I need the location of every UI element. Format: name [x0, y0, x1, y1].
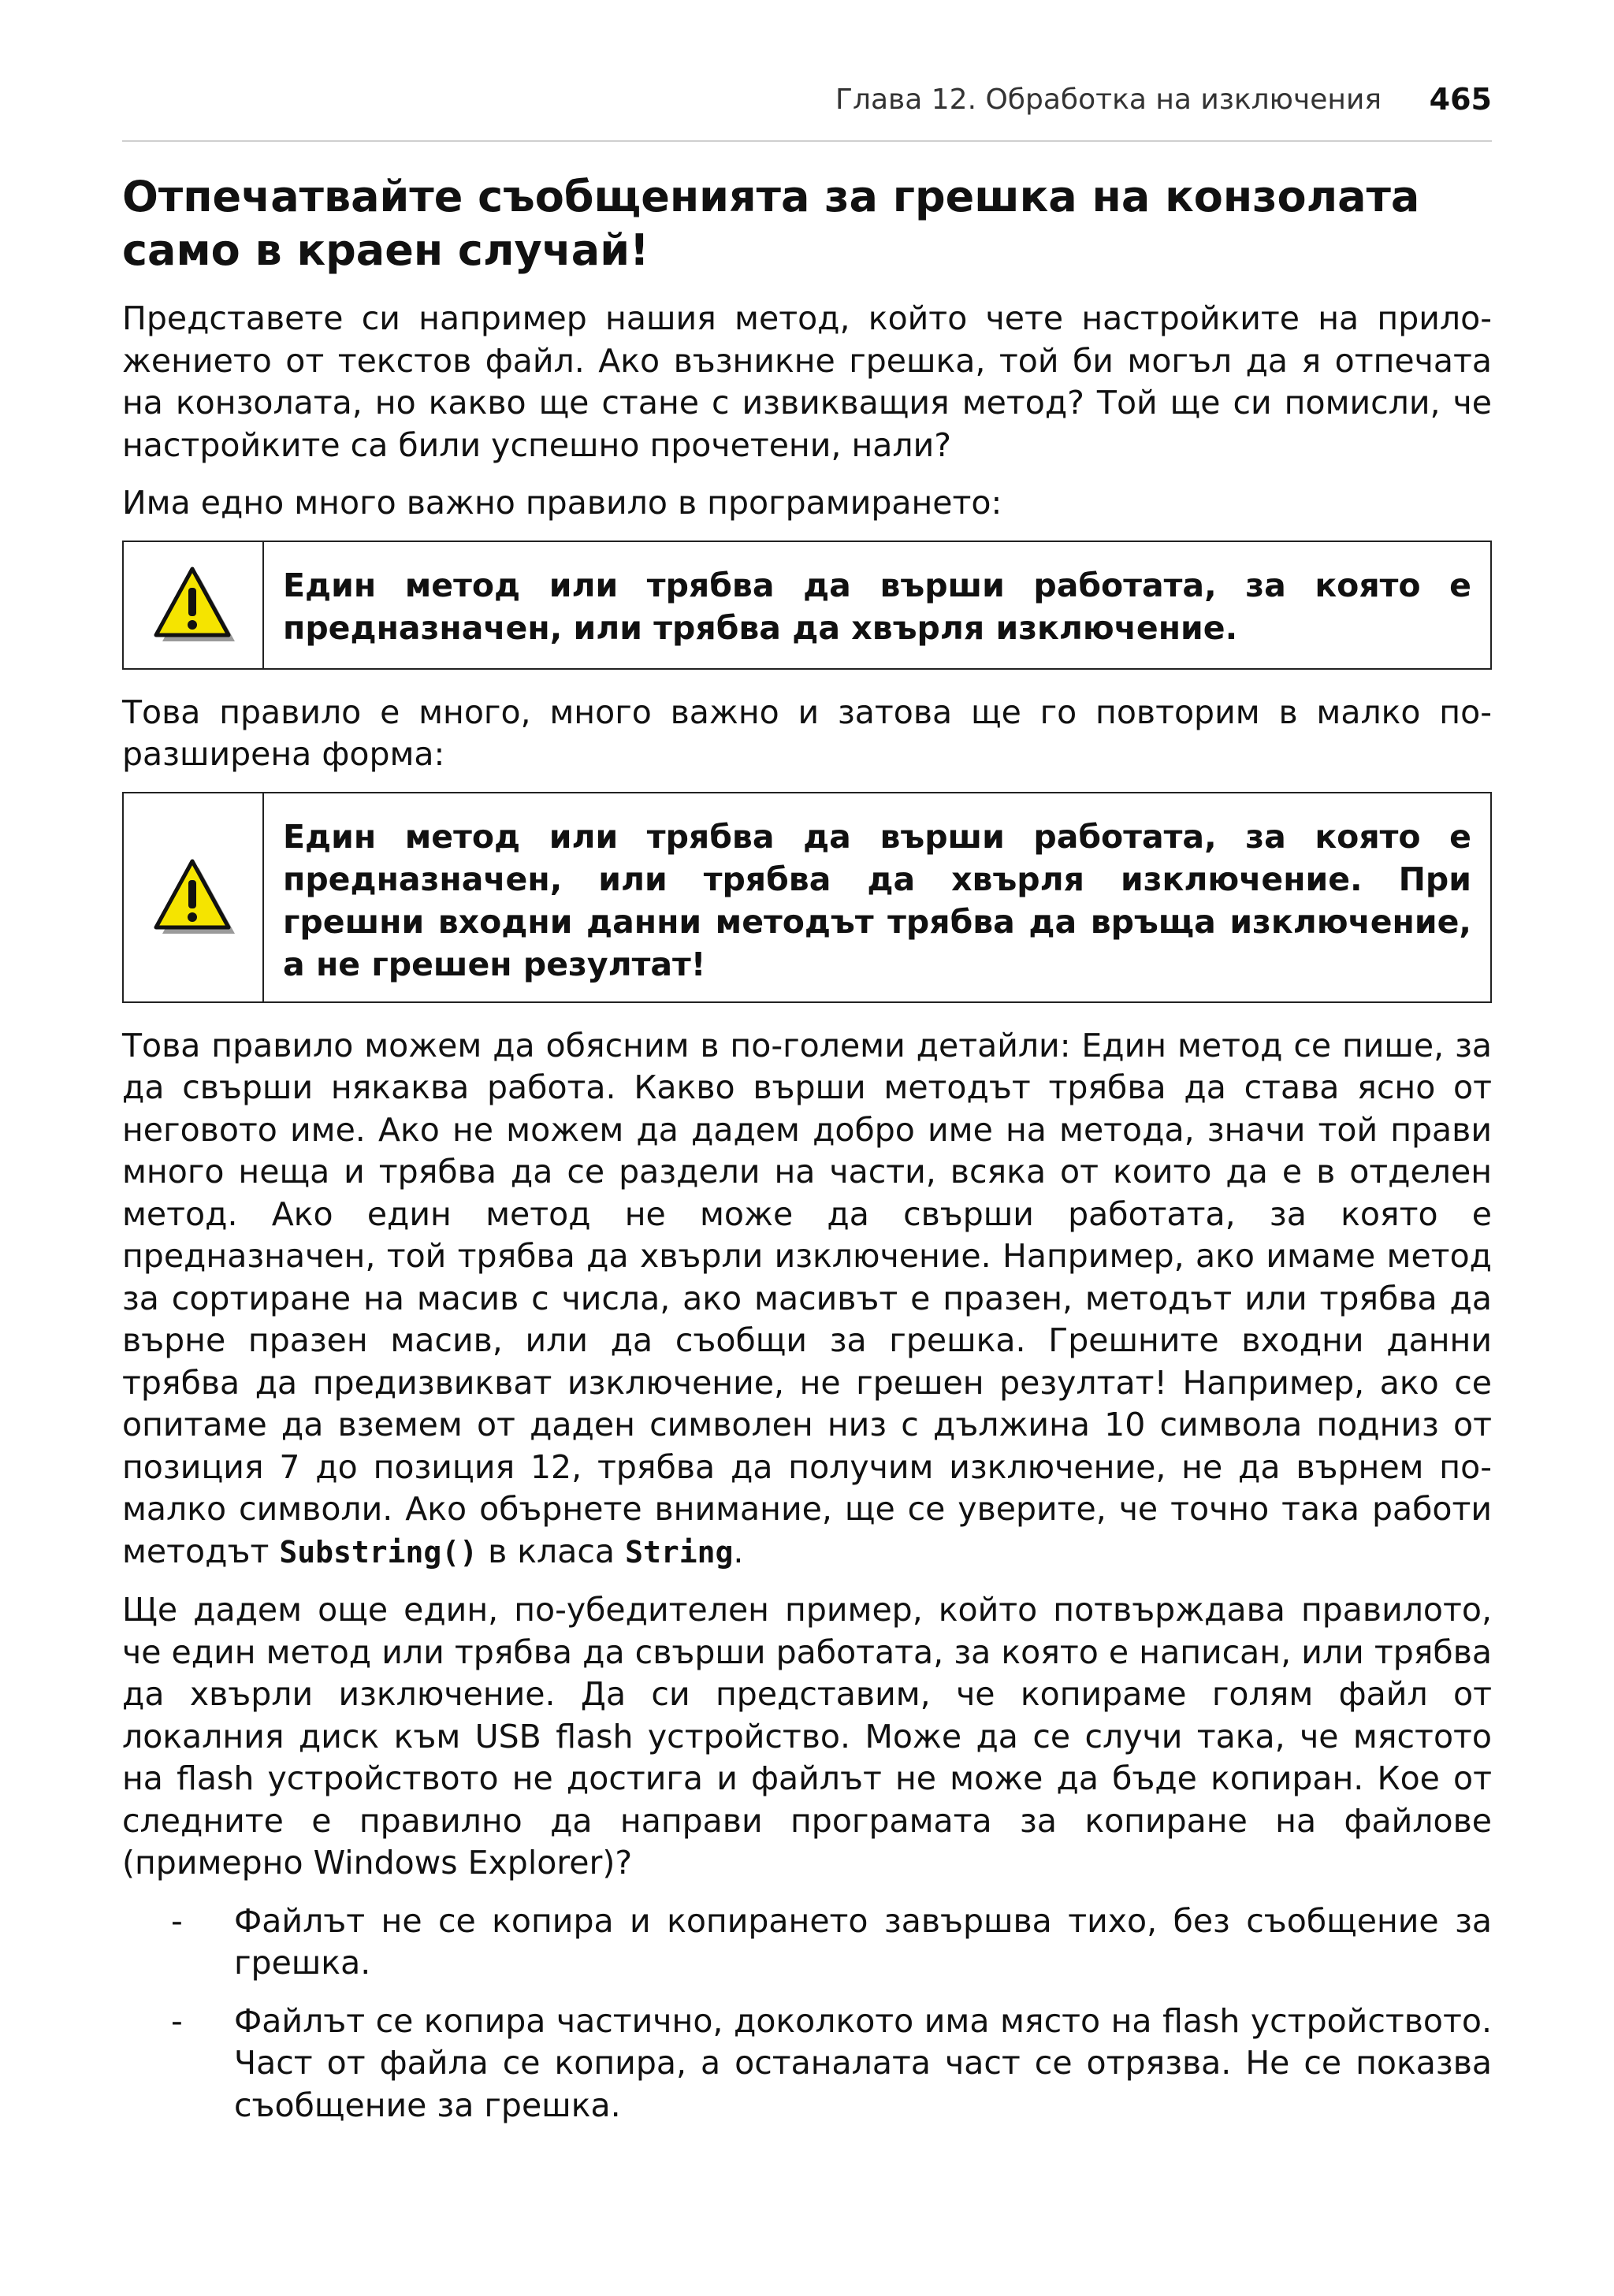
list-item-text: Файлът не се копира и копирането завършва тихо, без съобщение за грешка. — [234, 1901, 1492, 1982]
paragraph-5: Ще дадем още един, по-убедителен пример, който потвърждава правилото, че един метод или трябва да свърши работата, за която е написан, или трябва да хвърли изключение. Да си представим, че копираме голям файл от локалния диск към USB flash устройство. Може да се случи така, че мястото на flash устройството не достига и файлът не може да бъде копиран. Кое от следните е правилно да направи програмата за копиране на файлове (примерно Windows Explorer)? — [122, 1591, 1492, 1882]
list-marker: - — [171, 2001, 183, 2040]
paragraph-4-text: Това правило можем да обясним в по-големи детайли: Един метод се пише, за да свърши някаква работа. Какво върши методът трябва да става ясно от неговото име. Ако не можем да дадем добро име на метода, значи той прави много неща и трябва да се раздели на части, всяка от които да е в отделен метод. Ако един метод не може да свърши работата, за която е предназначен, той трябва да хвърли изключение. Например, ако имаме метод за сортиране на масив с числа, ако масивът е празен, методът или трябва да върне празен масив, или да съобщи за грешка. Грешните входни данни трябва да предизвикват изключение, не грешен резултат! Например, ако се опитаме да вземем от даден символен низ с дължина 10 символа подниз от позиция 7 до позиция 12, трябва да получим изключение, не да върнем по-малко символи. Ако обърнете внимание, ще се уверите, че точно така работи методът — [122, 1026, 1492, 1570]
list-item — [122, 2001, 1492, 2127]
paragraph-4-text-2: в класа — [488, 1532, 615, 1570]
warning-note-1 — [122, 541, 1492, 670]
paragraph-4-end: . — [733, 1532, 744, 1570]
page-number: 465 — [1429, 82, 1492, 117]
chapter-title: Глава 12. Обработка на изключения — [835, 84, 1382, 116]
page-content — [122, 170, 1492, 2142]
paragraph-2: Има едно много важно правило в програмирането: — [122, 484, 1002, 522]
warning-note-2 — [122, 792, 1492, 1003]
code-string: String — [625, 1534, 734, 1570]
note-text-cell — [264, 793, 1490, 1001]
note-text: Един метод или трябва да върши работата, за която е предназначен, или трябва да хвърля изключение. — [283, 566, 1471, 647]
list-marker: - — [171, 1901, 183, 1940]
paragraph-3: Това правило е много, много важно и затова ще го повторим в малко по-разширена форма: — [122, 693, 1492, 773]
note-text-cell — [264, 542, 1490, 668]
running-header — [122, 77, 1492, 142]
note-icon-cell — [124, 793, 264, 1001]
note-text: Един метод или трябва да върши работата, за която е предназначен, или трябва да хвърля изключение. При грешни входни данни методът трябва да връща изключение, а не грешен резултат! — [283, 817, 1471, 983]
warning-icon — [150, 856, 236, 938]
paragraph-1: Представете си например нашия метод, който чете настройките на приложението от текстов файл. Ако възникне грешка, той би могъл да я отпечата на конзолата, но какво ще стане с извикващия метод? Той ще си помисли, че настройките са били успешно прочетени, нали? — [122, 299, 1492, 464]
list-item — [122, 1900, 1492, 1985]
note-icon-cell — [124, 542, 264, 668]
code-substring: Substring() — [279, 1534, 478, 1570]
section-title: Отпечатвайте съобщенията за грешка на конзолата само в краен случай! — [122, 172, 1420, 275]
warning-icon — [150, 564, 236, 646]
list-item-text: Файлът се копира частично, доколкото има място на flash устройството. Част от файла се копира, а останалата част се отрязва. Не се показва съобщение за грешка. — [234, 2001, 1492, 2124]
options-list — [122, 1900, 1492, 2127]
paragraph-4 — [122, 1025, 1492, 1574]
